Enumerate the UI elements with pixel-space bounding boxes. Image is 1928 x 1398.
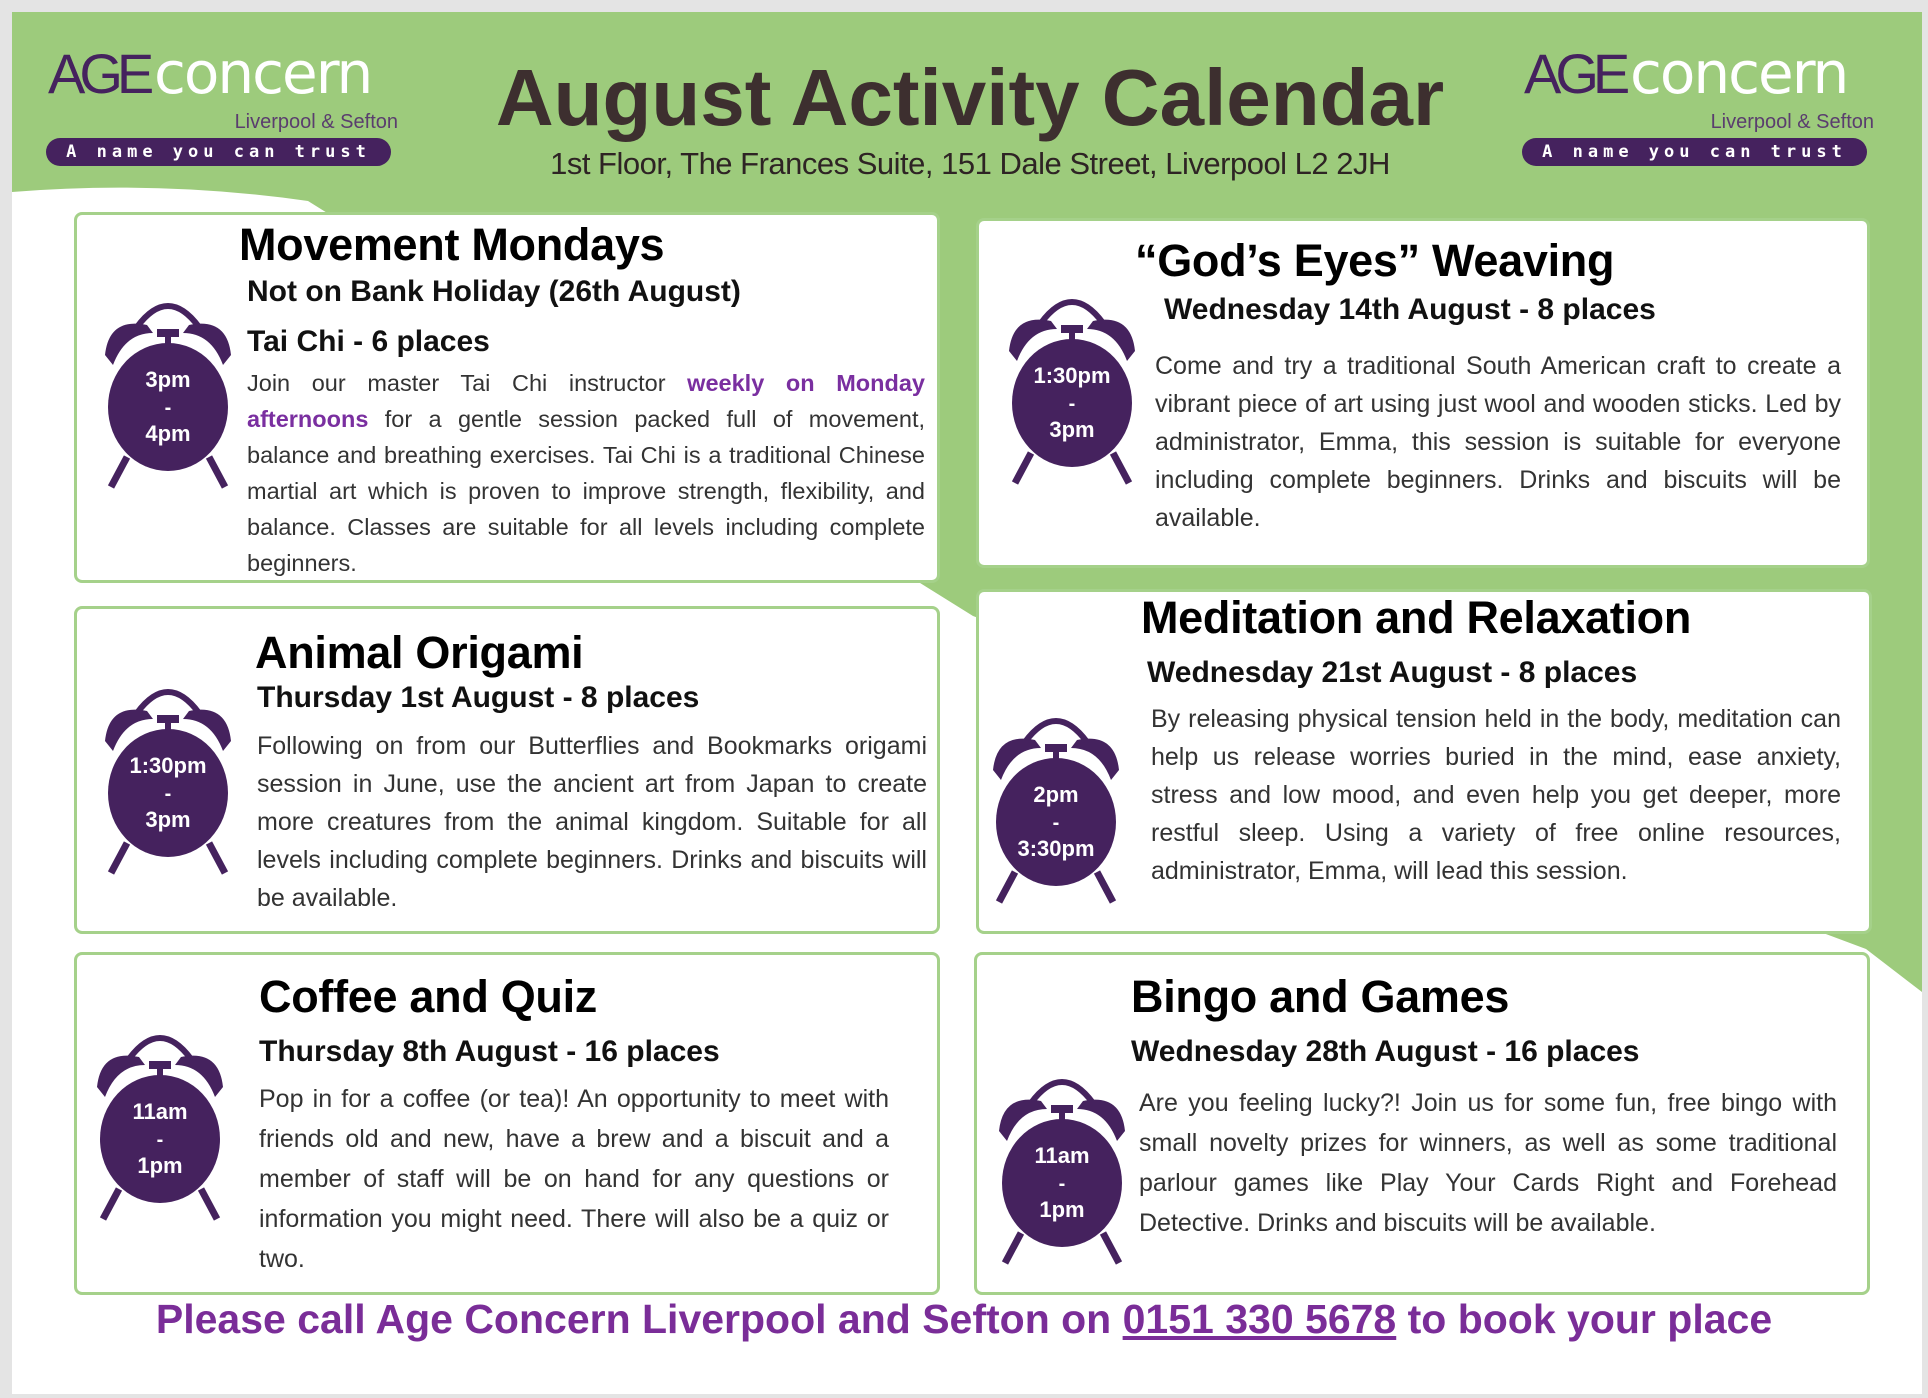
activity-title: Animal Origami — [255, 627, 584, 678]
activity-card-bingo-games — [974, 952, 1870, 1295]
activity-note: Not on Bank Holiday (26th August) — [247, 275, 741, 308]
booking-call-to-action: Please call Age Concern Liverpool and Sefton on 0151 330 5678 to book your place — [155, 1296, 1773, 1342]
activity-subtitle: Thursday 1st August - 8 places — [257, 681, 700, 714]
time-start: 1:30pm — [1033, 363, 1111, 388]
time-separator: - — [1068, 393, 1076, 415]
time-separator: - — [1052, 812, 1060, 834]
time-start: 3pm — [145, 367, 191, 392]
activity-card-coffee-quiz — [74, 952, 940, 1295]
time-start: 11am — [132, 1099, 188, 1124]
age-concern-logo-right: AGE concern Liverpool & Sefton A name you can trust — [1522, 42, 1882, 172]
time-end: 1pm — [1039, 1197, 1085, 1222]
time-end: 3pm — [145, 807, 191, 832]
activity-description: Are you feeling lucky?! Join us for some fun, free bingo with small novelty prizes for winners, as well as some traditional parlour games like Play Your Cards Right and Forehead Detective. Drinks and biscuits will be available. — [1139, 1089, 1837, 1237]
alarm-clock-icon — [989, 1063, 1135, 1269]
time-separator: - — [156, 1129, 164, 1151]
activity-subtitle: Wednesday 28th August - 16 places — [1131, 1035, 1640, 1068]
activity-description: Come and try a traditional South American craft to create a vibrant piece of art using just wool and wooden sticks. Led by administrator, Emma, this session is suitable for everyone including complete beginners. Drinks and biscuits will be available. — [1155, 352, 1841, 532]
time-start: 11am — [1034, 1143, 1090, 1168]
alarm-clock-icon — [95, 673, 241, 879]
time-end: 1pm — [137, 1153, 183, 1178]
time-separator: - — [1058, 1173, 1066, 1195]
phone-number-link[interactable]: 0151 330 5678 — [1122, 1296, 1397, 1342]
activity-description: Join our master Tai Chi instructor weekly on Monday afternoons for a gentle session packed full of movement, balance and breathing exercises. Tai Chi is a traditional Chinese martial art which is proven to improve strength, flexibility, and balance. Classes are suitable for all levels including complete beginners. — [247, 370, 925, 576]
age-concern-logo-left: AGE concern Liverpool & Sefton A name you can trust — [46, 42, 406, 172]
alarm-clock-icon — [999, 283, 1145, 489]
activity-description: Following on from our Butterflies and Bookmarks origami session in June, use the ancient art from Japan to create more creatures from the animal kingdom. Suitable for all levels including complete beginners. Drinks and biscuits will be available. — [257, 732, 927, 912]
activity-subtitle: Wednesday 14th August - 8 places — [1164, 293, 1656, 326]
time-end: 3:30pm — [1017, 836, 1095, 861]
page-title: August Activity Calendar — [495, 53, 1445, 142]
venue-address: 1st Floor, The Frances Suite, 151 Dale Street, Liverpool L2 2JH — [550, 146, 1390, 181]
time-start: 1:30pm — [129, 753, 207, 778]
activity-title: Movement Mondays — [239, 219, 665, 270]
alarm-clock-icon — [87, 1019, 233, 1225]
activity-card-animal-origami — [74, 606, 940, 934]
activity-subtitle: Thursday 8th August - 16 places — [259, 1035, 720, 1068]
time-separator: - — [164, 783, 172, 805]
activity-title: Coffee and Quiz — [259, 971, 598, 1022]
activity-title: Bingo and Games — [1131, 971, 1510, 1022]
time-start: 2pm — [1033, 782, 1079, 807]
time-end: 3pm — [1049, 417, 1095, 442]
activity-description: Pop in for a coffee (or tea)! An opportunity to meet with friends old and new, have a brew and a biscuit and a member of staff will be on hand for any questions or information you might need. There will also be a quiz or two. — [259, 1085, 889, 1273]
activity-title: Meditation and Relaxation — [1141, 592, 1692, 643]
activity-card-movement-mondays — [74, 212, 940, 583]
activity-subtitle: Tai Chi - 6 places — [247, 325, 490, 358]
activity-subtitle: Wednesday 21st August - 8 places — [1147, 656, 1638, 689]
activity-card-gods-eyes-weaving — [976, 218, 1870, 568]
time-separator: - — [164, 397, 172, 419]
activity-card-meditation-relaxation — [976, 589, 1872, 934]
activity-title: “God’s Eyes” Weaving — [1135, 235, 1615, 286]
alarm-clock-icon — [983, 702, 1129, 908]
activity-description: By releasing physical tension held in the body, meditation can help us release worries buried in the mind, ease anxiety, stress and low mood, and even help you get deeper, more restful sleep. Using a variety of free online resources, administrator, Emma, will lead this session. — [1151, 705, 1841, 885]
time-end: 4pm — [145, 421, 191, 446]
alarm-clock-icon — [95, 287, 241, 493]
